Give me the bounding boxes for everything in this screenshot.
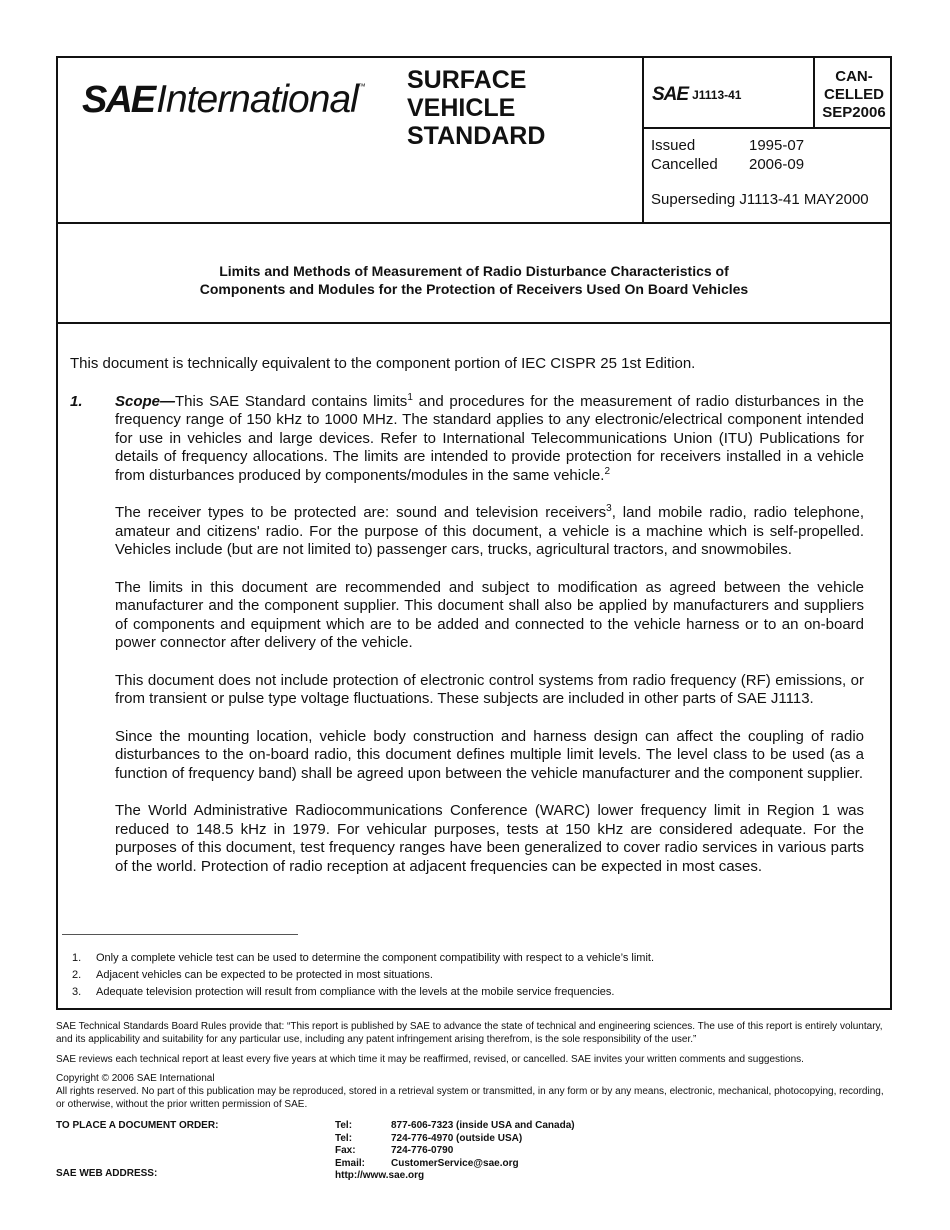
issued-value: 1995-07 [749, 137, 805, 154]
contact-details [335, 1120, 635, 1183]
footnote-ref-1[interactable]: 1 [407, 391, 413, 403]
scope-label: Scope— [115, 392, 176, 410]
document-title [58, 262, 890, 298]
footnote-3 [72, 984, 654, 1001]
cancelled-status [818, 68, 890, 122]
scope-text-a: This SAE Standard contains limits [175, 392, 408, 410]
footnote-number: 1. [72, 952, 82, 964]
status-vdivider [813, 58, 815, 129]
body-text [70, 355, 864, 895]
review-notice: SAE reviews each technical report at least every five years at which time it may be reaffirmed, revised, or cancelled. SAE invites your written comments and suggestions. [56, 1054, 804, 1065]
contact-row [335, 1145, 635, 1158]
web-link[interactable]: http://www.sae.org [335, 1170, 425, 1181]
date-info [651, 136, 804, 174]
copyright: Copyright © 2006 SAE International [56, 1073, 215, 1084]
logo-international-text: International [156, 78, 358, 121]
issued-row [651, 136, 804, 155]
issued-label: Issued [651, 137, 696, 154]
rights-notice: All rights reserved. No part of this publication may be reproduced, stored in a retrieval system or transmitted, in any form or by any means, electronic, mechanical, photocopying, recording, or otherwise, without the prior written permission of SAE. [56, 1086, 884, 1110]
title-line: Components and Modules for the Protection of Receivers Used On Board Vehicles [199, 281, 749, 297]
email-link[interactable]: CustomerService@sae.org [391, 1157, 519, 1169]
scope-paragraph [115, 393, 864, 486]
footnote-1 [72, 950, 654, 967]
document-number [652, 84, 741, 106]
header-vdivider [642, 58, 644, 223]
superseding-info: Superseding J1113-41 MAY2000 [651, 191, 869, 208]
standard-type [407, 66, 545, 150]
footnote-text: Adjacent vehicles can be expected to be protected in most situations. [96, 969, 433, 981]
web-address-label: SAE WEB ADDRESS: [56, 1168, 158, 1179]
status-line: CAN- [835, 68, 873, 85]
sae-international-logo [82, 78, 366, 122]
section-scope [70, 393, 864, 896]
footnote-text: Adequate television protection will result from compliance with the levels at the mobile service frequencies. [96, 986, 615, 998]
cancelled-row [651, 155, 804, 174]
rules-notice: SAE Technical Standards Board Rules provide that: “This report is published by SAE to advance the state of technical and engineering sciences. The use of this report is entirely voluntary, and its applicability and suitability for any particular use, including any patent infringement arising therefrom, is the sole responsibility of the user.” [56, 1021, 883, 1045]
receiver-text-b: , land mobile radio, radio telephone, amateur and citizens' radio. For the purpose of this document, a vehicle is a machine which is self-propelled. Vehicles include (but are not limited to) passenger cars, trucks, agricultural tractors, and snowmobiles. [115, 504, 864, 558]
limits-paragraph: The limits in this document are recommended and subject to modification as agreed between the vehicle manufacturer and the component supplier. This document shall also be applied by manufacturers and suppliers of components and equipment which are to be added and connected to the vehicle harness or to an on-board power connector after delivery of the vehicle. [115, 578, 864, 651]
footnote-2 [72, 967, 654, 984]
header-divider [58, 222, 890, 224]
contact-row [335, 1133, 635, 1146]
title-line: Limits and Methods of Measurement of Radio Disturbance Characteristics of [219, 263, 729, 279]
receiver-text-a: The receiver types to be protected are: sound and television receivers [115, 504, 607, 521]
cancelled-label: Cancelled [651, 156, 718, 173]
contact-row [335, 1120, 635, 1133]
logo-trademark: ™ [357, 82, 366, 91]
fax-number: 724-776-0790 [391, 1145, 454, 1156]
order-label: TO PLACE A DOCUMENT ORDER: [56, 1120, 219, 1131]
title-divider [58, 322, 890, 324]
footnote-number: 2. [72, 969, 82, 981]
cancelled-value: 2006-09 [749, 156, 805, 173]
contact-row [335, 1158, 635, 1171]
footnote-rule [62, 934, 298, 935]
scope-text-b: and procedures for the measurement of radio disturbances in the frequency range of 150 kHz to 1000 MHz. The standard applies to any electronic/electrical component intended for use in vehicles and large devices. Refer to International Telecommunications Union (ITU) Publications for details of frequency allocations. The limits are intended to provide protection for receivers installed in a vehicle from disturbances produced by components/modules in the same vehicle. [115, 392, 865, 484]
tel-label: Tel: [335, 1132, 353, 1144]
tel-label: Tel: [335, 1120, 353, 1131]
document-frame [56, 56, 892, 1010]
warc-paragraph: The World Administrative Radiocommunications Conference (WARC) lower frequency limit in Region 1 was reduced to 148.5 kHz in 1979. For vehicular purposes, tests at 150 kHz are considered adequate. For the purposes of this document, test frequency ranges have been generalized to cover radio services in various parts of the world. Protection of radio reception at adjacent frequencies can be expected in most cases. [115, 802, 864, 875]
section-number: 1. [70, 392, 83, 410]
footnote-ref-3[interactable]: 3 [606, 503, 612, 514]
doc-number-text: J1113-41 [692, 88, 742, 102]
standard-type-line: STANDARD [407, 122, 546, 150]
footnote-number: 3. [72, 986, 82, 998]
status-line: SEP2006 [822, 104, 886, 121]
section-content [115, 393, 864, 896]
intro-paragraph: This document is technically equivalent to the component portion of IEC CISPR 25 1st Edition. [70, 355, 696, 372]
footnote-text: Only a complete vehicle test can be used to determine the component compatibility with respect to a vehicle’s limit. [96, 952, 655, 964]
fax-label: Fax: [335, 1145, 356, 1156]
tel-international[interactable]: 724-776-4970 (outside USA) [391, 1132, 523, 1144]
receiver-types-paragraph [115, 504, 864, 560]
exclusions-paragraph: This document does not include protection of electronic control systems from radio frequency (RF) emissions, or from transient or pulse type voltage fluctuations. These subjects are included in other parts of SAE J1113. [115, 671, 864, 707]
footnotes [72, 950, 654, 1001]
mounting-paragraph: Since the mounting location, vehicle body construction and harness design can affect the coupling of radio disturbances to the on-board radio, this document defines multiple limit levels. The level class to be used (as a function of frequency band) shall be agreed upon between the vehicle manufacturer and the component supplier. [115, 727, 864, 782]
docnum-divider [643, 127, 890, 129]
status-line: CELLED [824, 86, 884, 103]
footnote-ref-2[interactable]: 2 [604, 465, 610, 477]
standard-type-line: VEHICLE [407, 94, 516, 122]
contact-row [335, 1170, 635, 1183]
sae-small-logo: SAE [652, 84, 689, 105]
standard-type-line: SURFACE [407, 66, 527, 94]
logo-sae-text: SAE [82, 79, 155, 121]
tel-domestic[interactable]: 877-606-7323 (inside USA and Canada) [391, 1120, 575, 1131]
email-label: Email: [335, 1157, 366, 1169]
